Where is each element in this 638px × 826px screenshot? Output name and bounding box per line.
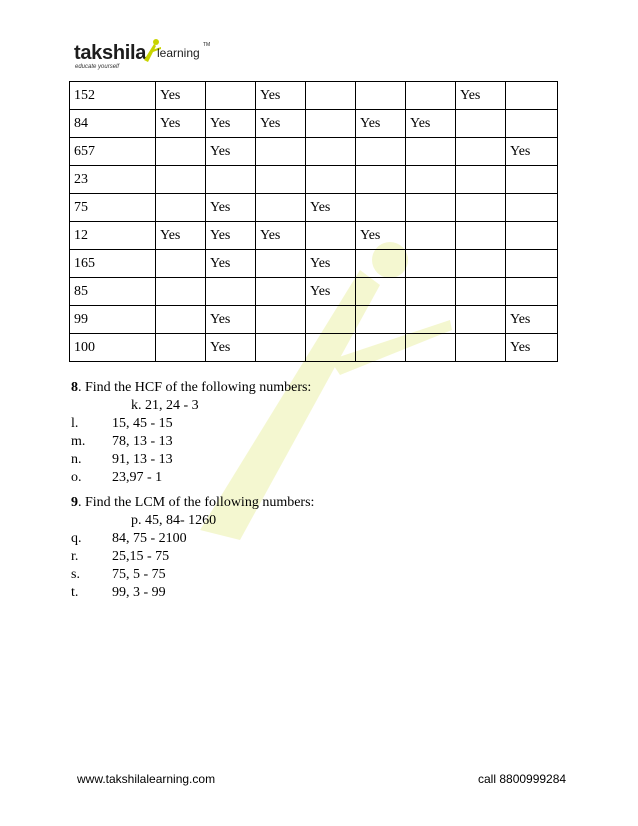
table-cell <box>406 306 456 334</box>
table-cell <box>456 194 506 222</box>
table-cell <box>506 278 558 306</box>
table-cell: Yes <box>506 306 558 334</box>
table-cell <box>406 138 456 166</box>
table-cell <box>506 194 558 222</box>
table-cell <box>356 306 406 334</box>
question-8-text: . Find the HCF of the following numbers: <box>78 380 312 395</box>
table-cell <box>506 82 558 110</box>
logo-tagline: educate yourself <box>75 64 120 70</box>
table-cell <box>156 194 206 222</box>
table-row <box>70 306 558 334</box>
table-cell <box>356 250 406 278</box>
table-number-cell: 23 <box>70 166 156 194</box>
table-row <box>70 194 558 222</box>
table-cell: Yes <box>206 334 256 362</box>
table-body <box>70 82 558 362</box>
table-cell <box>256 250 306 278</box>
table-cell <box>506 110 558 138</box>
table-number-cell: 85 <box>70 278 156 306</box>
question-8-first-item: k. 21, 24 - 3 <box>131 398 199 413</box>
table-cell <box>456 222 506 250</box>
table-number-cell: 152 <box>70 82 156 110</box>
table-cell <box>256 166 306 194</box>
table-cell <box>406 278 456 306</box>
table-cell <box>456 166 506 194</box>
table-cell <box>356 278 406 306</box>
table-cell: Yes <box>306 250 356 278</box>
table-cell <box>506 250 558 278</box>
table-number-cell: 165 <box>70 250 156 278</box>
table-cell <box>456 334 506 362</box>
table-cell <box>406 222 456 250</box>
table-cell <box>156 250 206 278</box>
table-number-cell: 75 <box>70 194 156 222</box>
question-9-heading <box>71 494 314 512</box>
list-item: o. 23,97 - 1 <box>71 470 163 485</box>
table-cell <box>456 110 506 138</box>
table-cell <box>456 138 506 166</box>
table-cell <box>306 110 356 138</box>
table-cell <box>306 222 356 250</box>
question-9-number: 9 <box>71 495 78 510</box>
table-cell <box>506 166 558 194</box>
list-item: s. 75, 5 - 75 <box>71 567 166 582</box>
table-cell <box>356 166 406 194</box>
table-number-cell: 657 <box>70 138 156 166</box>
table-row <box>70 82 558 110</box>
question-8-heading <box>71 379 311 397</box>
takshila-logo <box>74 38 224 74</box>
footer-phone: call 8800999284 <box>478 772 567 786</box>
table-cell <box>356 194 406 222</box>
table-cell <box>256 138 306 166</box>
table-cell: Yes <box>356 222 406 250</box>
table-cell: Yes <box>206 222 256 250</box>
table-cell <box>256 194 306 222</box>
table-cell: Yes <box>206 306 256 334</box>
table-cell <box>456 250 506 278</box>
table-cell <box>306 334 356 362</box>
table-cell: Yes <box>206 110 256 138</box>
table-cell: Yes <box>206 138 256 166</box>
table-cell <box>306 138 356 166</box>
table-cell <box>306 306 356 334</box>
table-cell: Yes <box>156 82 206 110</box>
table-cell <box>356 82 406 110</box>
table-cell <box>306 166 356 194</box>
table-row <box>70 334 558 362</box>
table-cell: Yes <box>306 194 356 222</box>
list-item: t. 99, 3 - 99 <box>71 585 166 600</box>
list-item: q. 84, 75 - 2100 <box>71 531 187 546</box>
table-row <box>70 138 558 166</box>
table-cell <box>456 278 506 306</box>
question-8-number: 8 <box>71 380 78 395</box>
question-9 <box>71 494 314 602</box>
table-cell <box>406 250 456 278</box>
table-cell <box>206 166 256 194</box>
table-cell <box>206 278 256 306</box>
table-number-cell: 12 <box>70 222 156 250</box>
table-cell: Yes <box>256 222 306 250</box>
table-cell: Yes <box>306 278 356 306</box>
table-cell <box>256 306 306 334</box>
table-cell: Yes <box>406 110 456 138</box>
table-row <box>70 222 558 250</box>
table-row <box>70 110 558 138</box>
table-cell: Yes <box>506 138 558 166</box>
table-number-cell: 84 <box>70 110 156 138</box>
list-item: m. 78, 13 - 13 <box>71 434 173 449</box>
list-item: n. 91, 13 - 13 <box>71 452 173 467</box>
table-row <box>70 250 558 278</box>
table-number-cell: 99 <box>70 306 156 334</box>
table-row <box>70 278 558 306</box>
table-cell <box>156 334 206 362</box>
table-cell <box>206 82 256 110</box>
question-9-text: . Find the LCM of the following numbers: <box>78 495 315 510</box>
list-item: r. 25,15 - 75 <box>71 549 170 564</box>
table-cell <box>156 306 206 334</box>
question-9-first-item: p. 45, 84- 1260 <box>131 513 217 528</box>
table-cell <box>456 306 506 334</box>
table-cell <box>306 82 356 110</box>
table-cell: Yes <box>256 82 306 110</box>
table-cell: Yes <box>356 110 406 138</box>
table-cell: Yes <box>156 222 206 250</box>
logo-tm: TM <box>203 42 211 48</box>
table-row <box>70 166 558 194</box>
table-cell <box>356 138 406 166</box>
logo-suffix: learning <box>157 46 200 60</box>
table-cell <box>406 166 456 194</box>
table-cell <box>406 334 456 362</box>
divisibility-table <box>69 81 558 362</box>
table-cell <box>506 222 558 250</box>
question-8 <box>71 379 311 487</box>
table-cell <box>356 334 406 362</box>
table-cell: Yes <box>256 110 306 138</box>
list-item: l. 15, 45 - 15 <box>71 416 173 431</box>
table-cell: Yes <box>156 110 206 138</box>
table-cell: Yes <box>506 334 558 362</box>
table-cell: Yes <box>206 194 256 222</box>
footer-website: www.takshilalearning.com <box>77 772 216 786</box>
table-cell: Yes <box>206 250 256 278</box>
table-cell <box>256 278 306 306</box>
table-cell <box>406 194 456 222</box>
table-cell: Yes <box>456 82 506 110</box>
table-number-cell: 100 <box>70 334 156 362</box>
table-cell <box>406 82 456 110</box>
table-cell <box>156 278 206 306</box>
table-cell <box>156 138 206 166</box>
table-cell <box>256 334 306 362</box>
table-cell <box>156 166 206 194</box>
logo-brand: takshila <box>74 42 147 64</box>
